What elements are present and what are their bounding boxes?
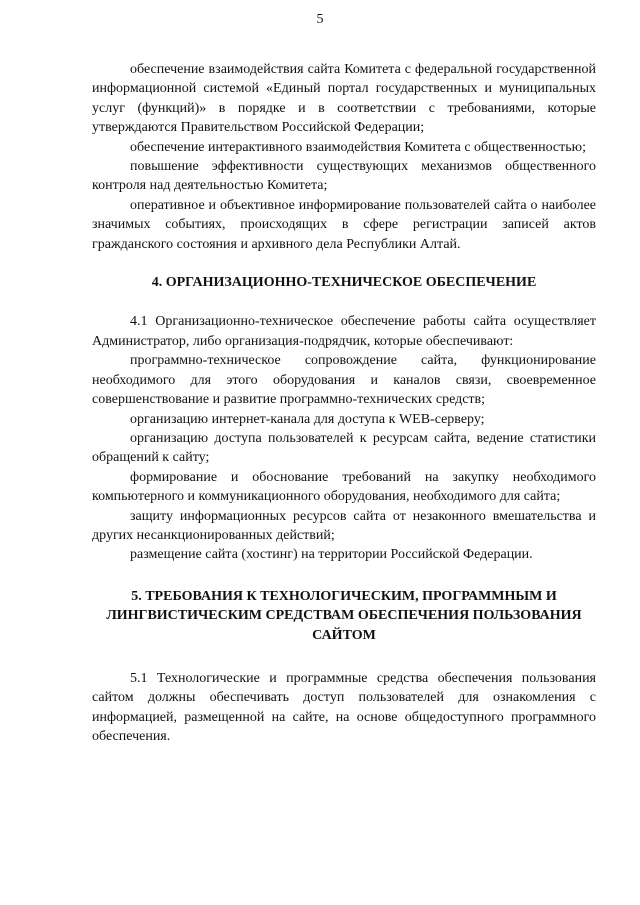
- paragraph-user-access: организацию доступа пользователей к ресурсам сайта, ведение статистики обращений к сайту;: [92, 430, 596, 466]
- paragraph-internet-channel: организацию интернет-канала для доступа к WEB-серверу;: [130, 411, 485, 427]
- paragraph-public-interaction: обеспечение интерактивного взаимодействия Комитета с общественностью;: [130, 139, 586, 155]
- page-number: 5: [316, 12, 324, 27]
- paragraph-resource-protection: защиту информационных ресурсов сайта от незаконного вмешательства и других несанкционированных действий;: [92, 508, 596, 543]
- paragraph-informing-users: оперативное и объективное информирование пользователей сайта о наиболее значимых событиях, происходящих в сфере регистрации записей актов гражданского состояния и архивного дела Республики Алтай.: [92, 197, 596, 252]
- paragraph-5-1: 5.1 Технологические и программные средства обеспечения пользования сайтом должны обеспечивать доступ пользователей для ознакомления с информацией, размещенной на сайте, на основе общедоступного программного обеспечения.: [92, 670, 596, 745]
- paragraph-4-1: 4.1 Организационно-техническое обеспечение работы сайта осуществляет Администратор, либо организация-подрядчик, которые обеспечивают:: [92, 314, 596, 349]
- paragraph-technical-support: программно-техническое сопровождение сайта, функционирование необходимого для этого оборудования и каналов связи, своевременное совершенствование и развитие программно-технических средств;: [92, 353, 596, 408]
- section-4-title: 4. ОРГАНИЗАЦИОННО-ТЕХНИЧЕСКОЕ ОБЕСПЕЧЕНИЕ: [151, 275, 537, 291]
- paragraph-portal-interaction: обеспечение взаимодействия сайта Комитета с федеральной государственной информационной системой «Единый портал государственных и муниципальных услуг (функций)» в порядке и в соответствии с требованиями, которые утверждаются Правительством Российской Федерации;: [92, 62, 596, 136]
- paragraph-equipment-requirements: формирование и обоснование требований на закупку необходимого компьютерного и коммуникационного оборудования, необходимого для сайта;: [92, 469, 596, 505]
- paragraph-public-control: повышение эффективности существующих механизмов общественного контроля над деятельностью Комитета;: [92, 159, 596, 194]
- paragraph-hosting: размещение сайта (хостинг) на территории Российской Федерации.: [130, 547, 533, 563]
- document-body: [92, 60, 596, 747]
- section-5-title: 5. ТРЕБОВАНИЯ К ТЕХНОЛОГИЧЕСКИМ, ПРОГРАММНЫМ И ЛИНГВИСТИЧЕСКИМ СРЕДСТВАМ ОБЕСПЕЧЕНИЯ ПОЛЬЗОВАНИЯ САЙТОМ: [106, 588, 582, 643]
